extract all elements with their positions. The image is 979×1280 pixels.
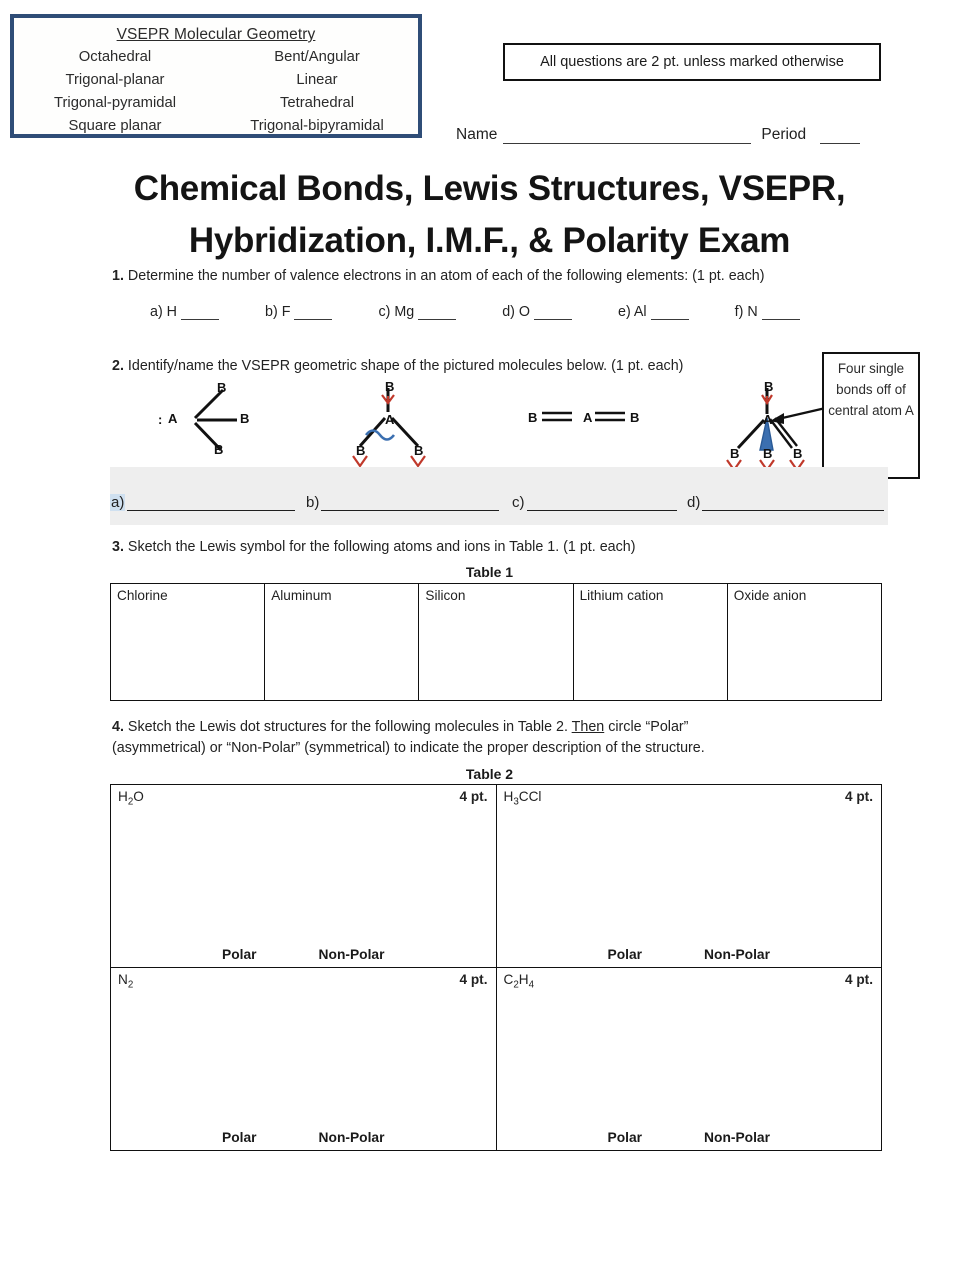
polar-option[interactable]: Polar: [607, 947, 643, 962]
name-input-blank[interactable]: [503, 126, 751, 144]
table2-polarity-h3ccl: [497, 947, 882, 962]
molecule-c-ligand-left: B: [528, 410, 538, 425]
q2-label-d: d): [687, 494, 701, 511]
q1-blank-f[interactable]: [762, 304, 800, 320]
table2-cell-h3ccl[interactable]: [496, 785, 882, 968]
question-4-number: 4.: [112, 719, 124, 735]
nonpolar-option[interactable]: Non-Polar: [704, 1130, 770, 1145]
q2-label-b: b): [306, 494, 320, 511]
q2-label-c: c): [512, 494, 525, 511]
table-row: [111, 968, 882, 1151]
question-4-then-emphasis: Then: [571, 719, 605, 735]
vsepr-shape-trigonal-pyramidal: Trigonal-pyramidal: [54, 95, 176, 111]
q1-label-a: a) H: [150, 304, 178, 320]
table2-points-h2o: 4 pt.: [459, 789, 488, 804]
period-label: Period: [761, 126, 807, 143]
q2-blank-b[interactable]: [321, 493, 499, 511]
vsepr-shape-trigonal-planar: Trigonal-planar: [65, 72, 165, 88]
question-1-number: 1.: [112, 268, 124, 284]
q2-item-a: [110, 493, 306, 511]
molecule-c-center-atom: A: [583, 410, 593, 425]
molecule-d-ligand-top: B: [764, 379, 774, 394]
molecule-a-ligand-bottom: B: [214, 442, 224, 457]
period-input-blank[interactable]: [820, 126, 860, 144]
q2-label-a: a): [111, 494, 125, 511]
q2-item-b: [306, 493, 512, 511]
table-1-caption: Table 1: [465, 564, 514, 580]
table-row: [111, 584, 882, 701]
vsepr-shape-octahedral: Octahedral: [78, 49, 152, 65]
table2-polarity-h2o: [111, 947, 496, 962]
table2-points-n2: 4 pt.: [459, 972, 488, 987]
question-3: [112, 537, 902, 558]
table1-cell-lithium-cation[interactable]: Lithium cation: [573, 584, 727, 701]
vsepr-shape-grid: [14, 47, 418, 137]
q1-item-c: [378, 304, 460, 320]
page-title: [0, 163, 979, 267]
question-2-number: 2.: [112, 358, 124, 374]
table2-formula-h2o: $H_2O$: [118, 789, 144, 808]
molecule-d-ligand-mid: B: [763, 446, 773, 461]
q1-item-a: [150, 304, 223, 320]
molecule-c-ligand-right: B: [630, 410, 640, 425]
question-1-text: Determine the number of valence electrons in an atom of each of the following elements: (1 pt. each): [127, 268, 765, 284]
question-2-answer-row: [110, 493, 900, 511]
table2-formula-n2: $N_2$: [118, 972, 134, 991]
q2-blank-a[interactable]: [127, 493, 295, 511]
question-4-text-line2: (asymmetrical) or “Non-Polar” (symmetrical) to indicate the proper description of the structure.: [112, 740, 705, 756]
points-note-box: All questions are 2 pt. unless marked otherwise: [503, 43, 881, 81]
table2-cell-h2o[interactable]: [111, 785, 497, 968]
molecule-d-ligand-left: B: [730, 446, 740, 461]
vsepr-shape-trigonal-bipyramidal: Trigonal-bipyramidal: [250, 118, 384, 134]
polar-option[interactable]: Polar: [222, 947, 257, 962]
table1-cell-silicon[interactable]: Silicon: [419, 584, 573, 701]
nonpolar-option[interactable]: Non-Polar: [704, 947, 770, 962]
q1-label-d: d) O: [502, 304, 530, 320]
question-4: [112, 717, 902, 759]
table1-cell-chlorine[interactable]: Chlorine: [111, 584, 265, 701]
vsepr-reference-box: [10, 14, 422, 138]
q1-item-f: [735, 304, 804, 320]
document-header: [0, 14, 979, 154]
molecule-b-center-atom: A: [385, 412, 395, 427]
question-2-callout-box: Four single bonds off of central atom A: [822, 352, 920, 479]
molecule-d-ligand-right: B: [793, 446, 803, 461]
q2-item-c: [512, 493, 687, 511]
q1-blank-b[interactable]: [294, 304, 332, 320]
molecule-b-ligand-top: B: [385, 379, 395, 394]
question-3-text: Sketch the Lewis symbol for the following atoms and ions in Table 1. (1 pt. each): [127, 539, 636, 555]
molecule-b-ligand-left: B: [356, 443, 366, 458]
q1-label-b: b) F: [265, 304, 291, 320]
name-label: Name: [456, 126, 498, 143]
polar-option[interactable]: Polar: [607, 1130, 643, 1145]
molecule-a-ligand-right: B: [240, 411, 250, 426]
molecule-b-ligand-right: B: [414, 443, 424, 458]
nonpolar-option[interactable]: Non-Polar: [318, 1130, 385, 1145]
table-row: [111, 785, 882, 968]
q2-item-d: [687, 493, 897, 511]
q1-blank-e[interactable]: [651, 304, 689, 320]
q1-blank-a[interactable]: [181, 304, 219, 320]
q1-blank-c[interactable]: [418, 304, 456, 320]
name-period-line: [456, 126, 886, 144]
molecule-a-center-atom: A: [168, 411, 178, 426]
q1-label-e: e) Al: [618, 304, 647, 320]
vsepr-shape-linear: Linear: [296, 72, 338, 88]
polar-option[interactable]: Polar: [222, 1130, 257, 1145]
table2-points-c2h4: 4 pt.: [845, 972, 873, 987]
table2-points-h3ccl: 4 pt.: [845, 789, 873, 804]
nonpolar-option[interactable]: Non-Polar: [318, 947, 385, 962]
q1-label-c: c) Mg: [378, 304, 415, 320]
table1-cell-aluminum[interactable]: Aluminum: [265, 584, 419, 701]
q1-item-b: [265, 304, 336, 320]
table2-formula-h3ccl: $H_3CCl$: [503, 789, 542, 808]
vsepr-box-title: VSEPR Molecular Geometry: [116, 26, 316, 43]
q2-blank-c[interactable]: [527, 493, 677, 511]
question-1-answer-row: [150, 304, 910, 320]
page-title-line1: Chemical Bonds, Lewis Structures, VSEPR,: [133, 169, 846, 208]
q1-label-f: f) N: [734, 304, 758, 320]
table2-polarity-c2h4: [497, 1130, 882, 1145]
q1-item-e: [618, 304, 693, 320]
table-2: [110, 784, 882, 1151]
molecule-d-center-atom: A: [763, 412, 773, 427]
q1-item-d: [502, 304, 576, 320]
question-4-text-a: Sketch the Lewis dot structures for the following molecules in Table 2.: [127, 719, 572, 735]
table-1: [110, 583, 882, 701]
vsepr-shape-bent: Bent/Angular: [274, 49, 360, 65]
page-title-line2: Hybridization, I.M.F., & Polarity Exam: [188, 221, 791, 260]
table2-polarity-n2: [111, 1130, 496, 1145]
question-1: [112, 266, 902, 287]
vsepr-shape-square-planar: Square planar: [68, 118, 162, 134]
vsepr-shape-tetrahedral: Tetrahedral: [279, 95, 355, 111]
table2-cell-c2h4[interactable]: [496, 968, 882, 1151]
question-3-number: 3.: [112, 539, 124, 555]
table-2-caption: Table 2: [465, 766, 514, 782]
table2-formula-c2h4: $C_2H_4$: [503, 972, 535, 991]
q2-blank-d[interactable]: [702, 493, 884, 511]
table1-cell-oxide-anion[interactable]: Oxide anion: [727, 584, 881, 701]
q1-blank-d[interactable]: [534, 304, 572, 320]
question-2-text: Identify/name the VSEPR geometric shape of the pictured molecules below. (1 pt. each): [127, 358, 684, 374]
molecule-a-lone-pair: :: [158, 412, 163, 427]
question-4-text-b: circle “Polar”: [604, 719, 689, 735]
table2-cell-n2[interactable]: [111, 968, 497, 1151]
molecule-a-ligand-top: B: [217, 380, 227, 395]
